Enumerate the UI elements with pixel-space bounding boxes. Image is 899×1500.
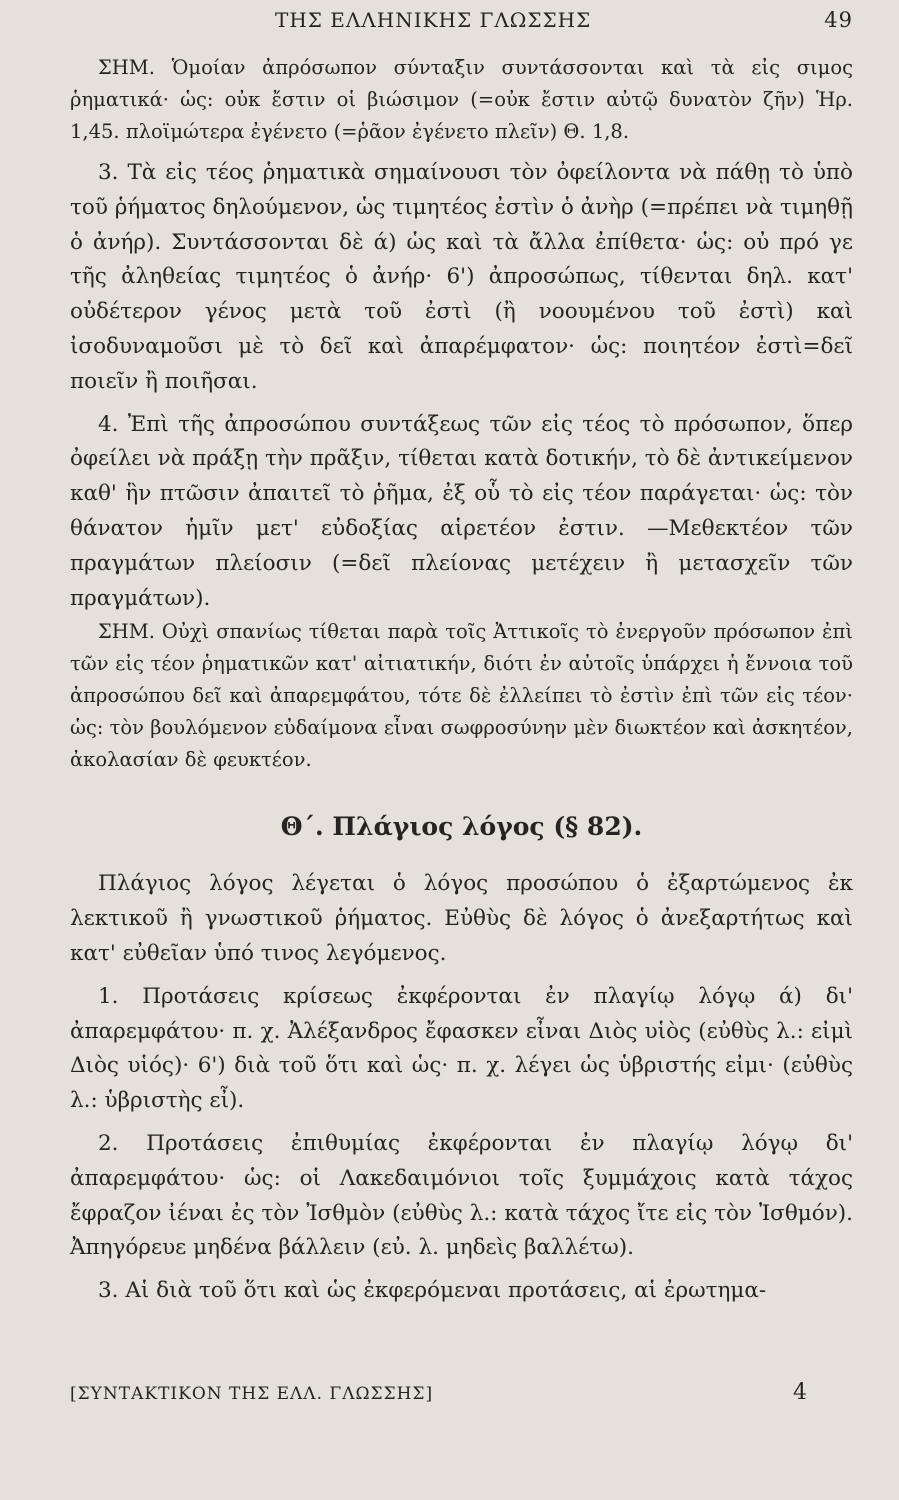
running-header (70, 8, 853, 32)
note-paragraph-2: ΣΗΜ. Οὐχὶ σπανίως τίθεται παρὰ τοῖς Ἀττικοῖς τὸ ἐνεργοῦν πρόσωπον ἐπὶ τῶν εἰς τέον ῥηματικῶν κατ' αἰτιατικήν, διότι ἐν αὐτοῖς ὑπάρχει ἡ ἔννοια τοῦ ἀπροσώπου δεῖ καὶ ἀπαρεμφάτου, τότε δὲ ἐλλείπει τὸ ἐστὶν ἐπὶ τῶν εἰς τέον· ὡς: τὸν βουλόμενον εὐδαίμονα εἶναι σωφροσύνην μὲν διωκτέον καὶ ἀσκητέον, ἀκολασίαν δὲ φευκτέον. (70, 620, 853, 772)
paragraph-4: 4. Ἐπὶ τῆς ἀπροσώπου συντάξεως τῶν εἰς τέος τὸ πρόσωπον, ὅπερ ὀφείλει νὰ πράξῃ τὴν πρᾶξιν, τίθεται κατὰ δοτικήν, τὸ δὲ ἀντικείμενον καθ' ἣν πτῶσιν ἀπαιτεῖ τὸ ῥῆμα, ἐξ οὗ τὸ εἰς τέον παράγεται· ὡς: τὸν θάνατον ἡμῖν μετ' εὐδοξίας αἱρετέον ἐστιν. —Μεθεκτέον τῶν πραγμάτων πλείοσιν (=δεῖ πλείονας μετέχειν ἢ μετασχεῖν τῶν πραγμάτων). (70, 411, 853, 611)
page-number: 49 (824, 8, 853, 32)
running-title: ΤΗΣ ΕΛΛΗΝΙΚΗΣ ΓΛΩΣΣΗΣ (275, 8, 592, 32)
section-heading: Θ΄. Πλάγιος λόγος (§ 82). (280, 812, 643, 842)
rule-1-paragraph: 1. Προτάσεις κρίσεως ἐκφέρονται ἐν πλαγίῳ λόγῳ ά) δι' ἀπαρεμφάτου· π. χ. Ἀλέξανδρος ἔφασκεν εἶναι Διὸς υἱὸς (εὐθὺς λ.: εἰμὶ Διὸς υἱός)· 6') διὰ τοῦ ὅτι καὶ ὡς· π. χ. λέγει ὡς ὑβριστής εἰμι· (εὐθὺς λ.: ὑβριστὴς εἶ). (70, 983, 853, 1114)
body-text-bottom (70, 867, 853, 1309)
definition-paragraph: Πλάγιος λόγος λέγεται ὁ λόγος προσώπου ὁ ἐξαρτώμενος ἐκ λεκτικοῦ ἢ γνωστικοῦ ῥήματος. Εὐθὺς δὲ λόγος ὁ ἀνεξαρτήτως καὶ κατ' εὐθεῖαν ὑπό τινος λεγόμενος. (70, 871, 853, 966)
body-text-top (70, 52, 853, 776)
rule-2-paragraph: 2. Προτάσεις ἐπιθυμίας ἐκφέρονται ἐν πλαγίῳ λόγῳ δι' ἀπαρεμφάτου· ὡς: οἱ Λακεδαιμόνιοι τοῖς ξυμμάχοις κατὰ τάχος ἔφραζον ἰέναι ἐς τὸν Ἰσθμὸν (εὐθὺς λ.: κατὰ τάχος ἴτε εἰς τὸν Ἰσθμόν). Ἀπηγόρευε μηδένα βάλλειν (εὐ. λ. μηδεὶς βαλλέτω). (70, 1130, 853, 1261)
signature-number: 4 (793, 1380, 807, 1405)
page-footer (70, 1380, 807, 1405)
paragraph-3: 3. Τὰ εἰς τέος ῥηματικὰ σημαίνουσι τὸν ὀφείλοντα νὰ πάθῃ τὸ ὑπὸ τοῦ ῥήματος δηλούμενον, ὡς τιμητέος ἐστὶν ὁ ἀνὴρ (=πρέπει νὰ τιμηθῇ ὁ ἀνήρ). Συντάσσονται δὲ ά) ὡς καὶ τὰ ἄλλα ἐπίθετα· ὡς: οὐ πρό γε τῆς ἀληθείας τιμητέος ὁ ἀνήρ· 6') ἀπροσώπως, τίθενται δηλ. κατ' οὐδέτερον γένος μετὰ τοῦ ἐστὶ (ἢ νοουμένου τοῦ ἐστὶ) καὶ ἰσοδυναμοῦσι μὲ τὸ δεῖ καὶ ἀπαρέμφατον· ὡς: ποιητέον ἐστὶ=δεῖ ποιεῖν ἢ ποιῆσαι. (70, 160, 853, 394)
note-paragraph: ΣΗΜ. Ὁμοίαν ἀπρόσωπον σύνταξιν συντάσσονται καὶ τὰ εἰς σιμος ῥηματικά· ὡς: οὐκ ἔστιν οἱ βιώσιμον (=οὐκ ἔστιν αὐτῷ δυνατὸν ζῆν) Ἡρ. 1,45. πλοϊμώτερα ἐγένετο (=ῥᾶον ἐγένετο πλεῖν) Θ. 1,8. (70, 56, 853, 143)
signature-mark: [ΣΥΝΤΑΚΤΙΚΟΝ ΤΗΣ ΕΛΛ. ΓΛΩΣΣΗΣ] (70, 1384, 434, 1404)
rule-3-paragraph: 3. Αἱ διὰ τοῦ ὅτι καὶ ὡς ἐκφερόμεναι προτάσεις, αἱ ἐρωτημα- (98, 1278, 767, 1304)
